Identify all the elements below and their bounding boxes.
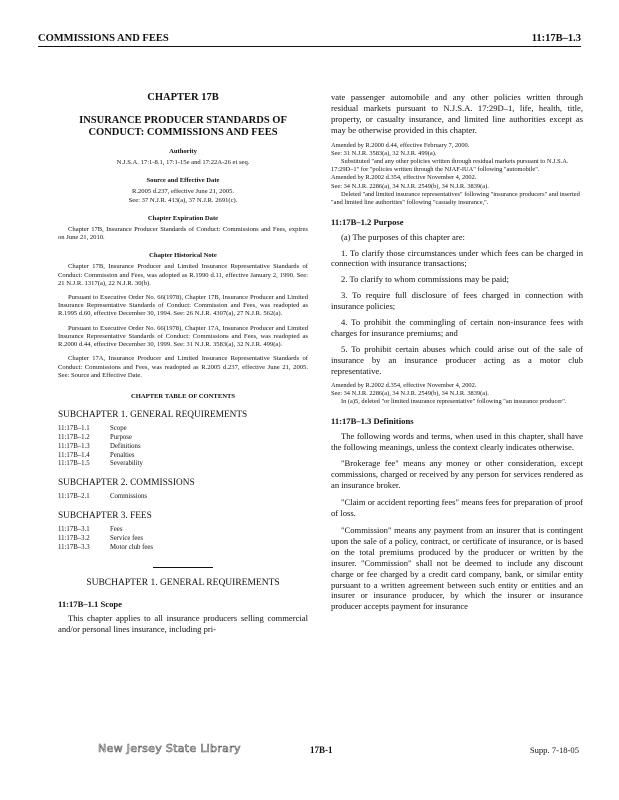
toc-row: 11:17B–1.1 Scope: [58, 425, 127, 433]
section-1-3-heading: 11:17B–1.3 Definitions: [331, 416, 414, 427]
list-item: 5. To prohibit certain abuses which could arise out of the sale of insurance by an insurance producer acting as a motor club representative.: [331, 343, 583, 376]
toc-group-1: [58, 410, 308, 469]
supplement-date: Supp. 7-18-05: [529, 745, 579, 755]
amend-note: Amended by R.2002 d.354, effective November 4, 2002.: [331, 174, 477, 182]
divider: [153, 567, 213, 568]
amend-note: See: 34 N.J.R. 2286(a), 34 N.J.R. 2549(b), 34 N.J.R. 3839(a).: [331, 182, 489, 190]
toc-group-3: [58, 511, 308, 552]
toc-row: 11:17B–3.3 Motor club fees: [58, 543, 154, 551]
toc-subchapter-title: SUBCHAPTER 3. FEES: [58, 510, 152, 521]
running-header: [38, 30, 581, 47]
toc-row: 11:17B–1.5 Severability: [58, 460, 143, 468]
toc-subchapter-title: SUBCHAPTER 2. COMMISSIONS: [58, 477, 195, 488]
history-heading: Chapter Historical Note: [149, 252, 217, 260]
source-heading: Source and Effective Date: [146, 177, 220, 185]
library-watermark: New Jersey State Library: [98, 742, 241, 755]
toc-group-2: [58, 478, 308, 502]
history-para-2: Pursuant to Executive Order No. 66(1978), Chapter 17B, Insurance Producer and Limited Insurance Representative Standards of Conduct: Commission and Fees, was readopted as R.1995 d.60, effective December 30, 1994. See: 26 N.J.R. 4307(a), 27 N.J.R. 562(a).: [58, 293, 308, 318]
toc-row: 11:17B–1.2 Purpose: [58, 434, 132, 442]
expiration-text: Chapter 17B, Insurance Producer Standards of Conduct: Commissions and Fees, expires on June 21, 2010.: [58, 225, 308, 242]
toc-row: 11:17B–2.1 Commissions: [58, 493, 148, 501]
list-item: 4. To prohibit the commingling of certain non-insurance fees with charges for insurance premiums; and: [331, 317, 583, 338]
toc-row: 11:17B–1.4 Penalties: [58, 451, 135, 459]
authority-text: N.J.S.A. 17:1-8.1, 17:1-15e and 17:22A-26 et seq.: [116, 159, 250, 167]
definitions-intro: The following words and terms, when used in this chapter, shall have the following meanings, unless the context clearly indicates otherwise.: [331, 430, 583, 452]
list-item: 3. To require full disclosure of fees charged in connection with insurance policies;: [331, 290, 583, 312]
source-line-1: R.2005 d.237, effective June 21, 2005.: [131, 188, 235, 196]
toc-heading: CHAPTER TABLE OF CONTENTS: [130, 393, 236, 401]
toc-row: 11:17B–3.1 Fees: [58, 526, 123, 534]
left-column: [58, 78, 308, 635]
page-number: 17B-1: [310, 745, 333, 755]
amend-note: Deleted "and limited insurance representatives" following "insurance producers" and inserted "and limited line authorities" following "casualty insurance,".: [331, 190, 580, 206]
history-para-4: Chapter 17A, Insurance Producer and Limited Insurance Representative Standards of Conduct: Commissions and Fees, was readopted as R.2005 d.237, effective June 21, 2005. See: Source and Effective Date.: [58, 355, 308, 379]
amend-note: See: 31 N.J.R. 3583(a), 32 N.J.R. 499(a).: [331, 149, 437, 157]
definition-claim-fees: "Claim or accident reporting fees" means fees for preparation of proof of loss.: [331, 497, 583, 519]
history-para-1: Chapter 17B, Insurance Producer and Limited Insurance Representative Standards of Conduct: Commission and Fees, was adopted as R.1990 d.11, effective January 2, 1990. See: 21 N.J.R. 1317(a), 22 N.J.R. 30(b).: [58, 263, 308, 287]
toc-row: 11:17B–1.3 Definitions: [58, 442, 141, 450]
history-para-3: Pursuant to Executive Order No. 66(1978), Chapter 17A, Insurance Producer and Limited Insurance Representative Standards of Conduct: Commissions and Fees, was readopted as R.2000 d.44, effective December 30, 1999. See: 31 N.J.R. 3583(a), 32 N.J.R. 499(a).: [58, 324, 308, 349]
chapter-label: CHAPTER 17B: [147, 92, 219, 103]
amend-note: In (a)5, deleted "or limited insurance representative" following "an insurance producer".: [341, 397, 567, 405]
definition-commission: "Commission" means any payment from an insurer that is contingent upon the sale of a policy, contract, or certificate of insurance, or is based on the total premiums produced by the producer or written by the insurer. "Commission" shall not be deemed to include any discount charge or fee charged by a credit card company, bank, or similar entity pursuant to a written agreement between such entity or entities and an insurer or insurance producer, by which the insurer or insurance producer accepts payment for insurance: [331, 524, 583, 612]
purpose-intro: (a) The purposes of this chapter are:: [341, 231, 465, 242]
toc-row: 11:17B–3.2 Service fees: [58, 534, 144, 542]
amend-note: Amended by R.2002 d.354, effective November 4, 2002.: [331, 381, 477, 389]
toc-subchapter-title: SUBCHAPTER 1. GENERAL REQUIREMENTS: [58, 410, 248, 421]
section-1-2-heading: 11:17B–1.2 Purpose: [331, 217, 404, 228]
list-item: 2. To clarify to whom commissions may be paid;: [341, 274, 509, 285]
definition-brokerage-fee: "Brokerage fee" means any money or other consideration, except commissions, charged or received by any person for services rendered as an insurance broker.: [331, 458, 583, 491]
purpose-list: [331, 248, 583, 377]
authority-heading: Authority: [169, 147, 197, 155]
section-1-1-heading: 11:17B–1.1 Scope: [58, 598, 122, 609]
header-right: 11:17B–1.3: [531, 33, 581, 44]
section-1-1-text-start: This chapter applies to all insurance producers selling commercial and/or personal lines insurance, including pri-: [58, 613, 308, 635]
right-column: [331, 92, 583, 612]
list-item: 1. To clarify those circumstances under which fees can be charged in connection with insurance transactions;: [331, 247, 583, 269]
amend-note: See: 34 N.J.R. 2286(a), 34 N.J.R. 2549(b), 34 N.J.R. 3839(a).: [331, 389, 489, 397]
header-left: COMMISSIONS AND FEES: [38, 33, 169, 44]
section-1-1-text-cont: vate passenger automobile and any other policies written through residual markets pursuant to N.J.S.A. 17:29D–1, life, health, title, property, or casualty insurance, and limited line authorities except as may be otherwise provided in this chapter.: [331, 92, 583, 135]
subchapter-1-heading: SUBCHAPTER 1. GENERAL REQUIREMENTS: [86, 578, 280, 589]
source-line-2: See: 37 N.J.R. 413(a), 37 N.J.R. 2691(c).: [128, 196, 238, 204]
amend-note: Substituted "and any other policies written through residual markets pursuant to N.J.S.A. 17:29D–1" for "policies written through the NJAF-IUA" following "automobile".: [331, 158, 569, 174]
chapter-title: INSURANCE PRODUCER STANDARDS OF CONDUCT: COMMISSIONS AND FEES: [79, 114, 287, 139]
amend-note: Amended by R.2000 d.44, effective February 7, 2000.: [331, 141, 470, 149]
expiration-heading: Chapter Expiration Date: [147, 214, 219, 222]
